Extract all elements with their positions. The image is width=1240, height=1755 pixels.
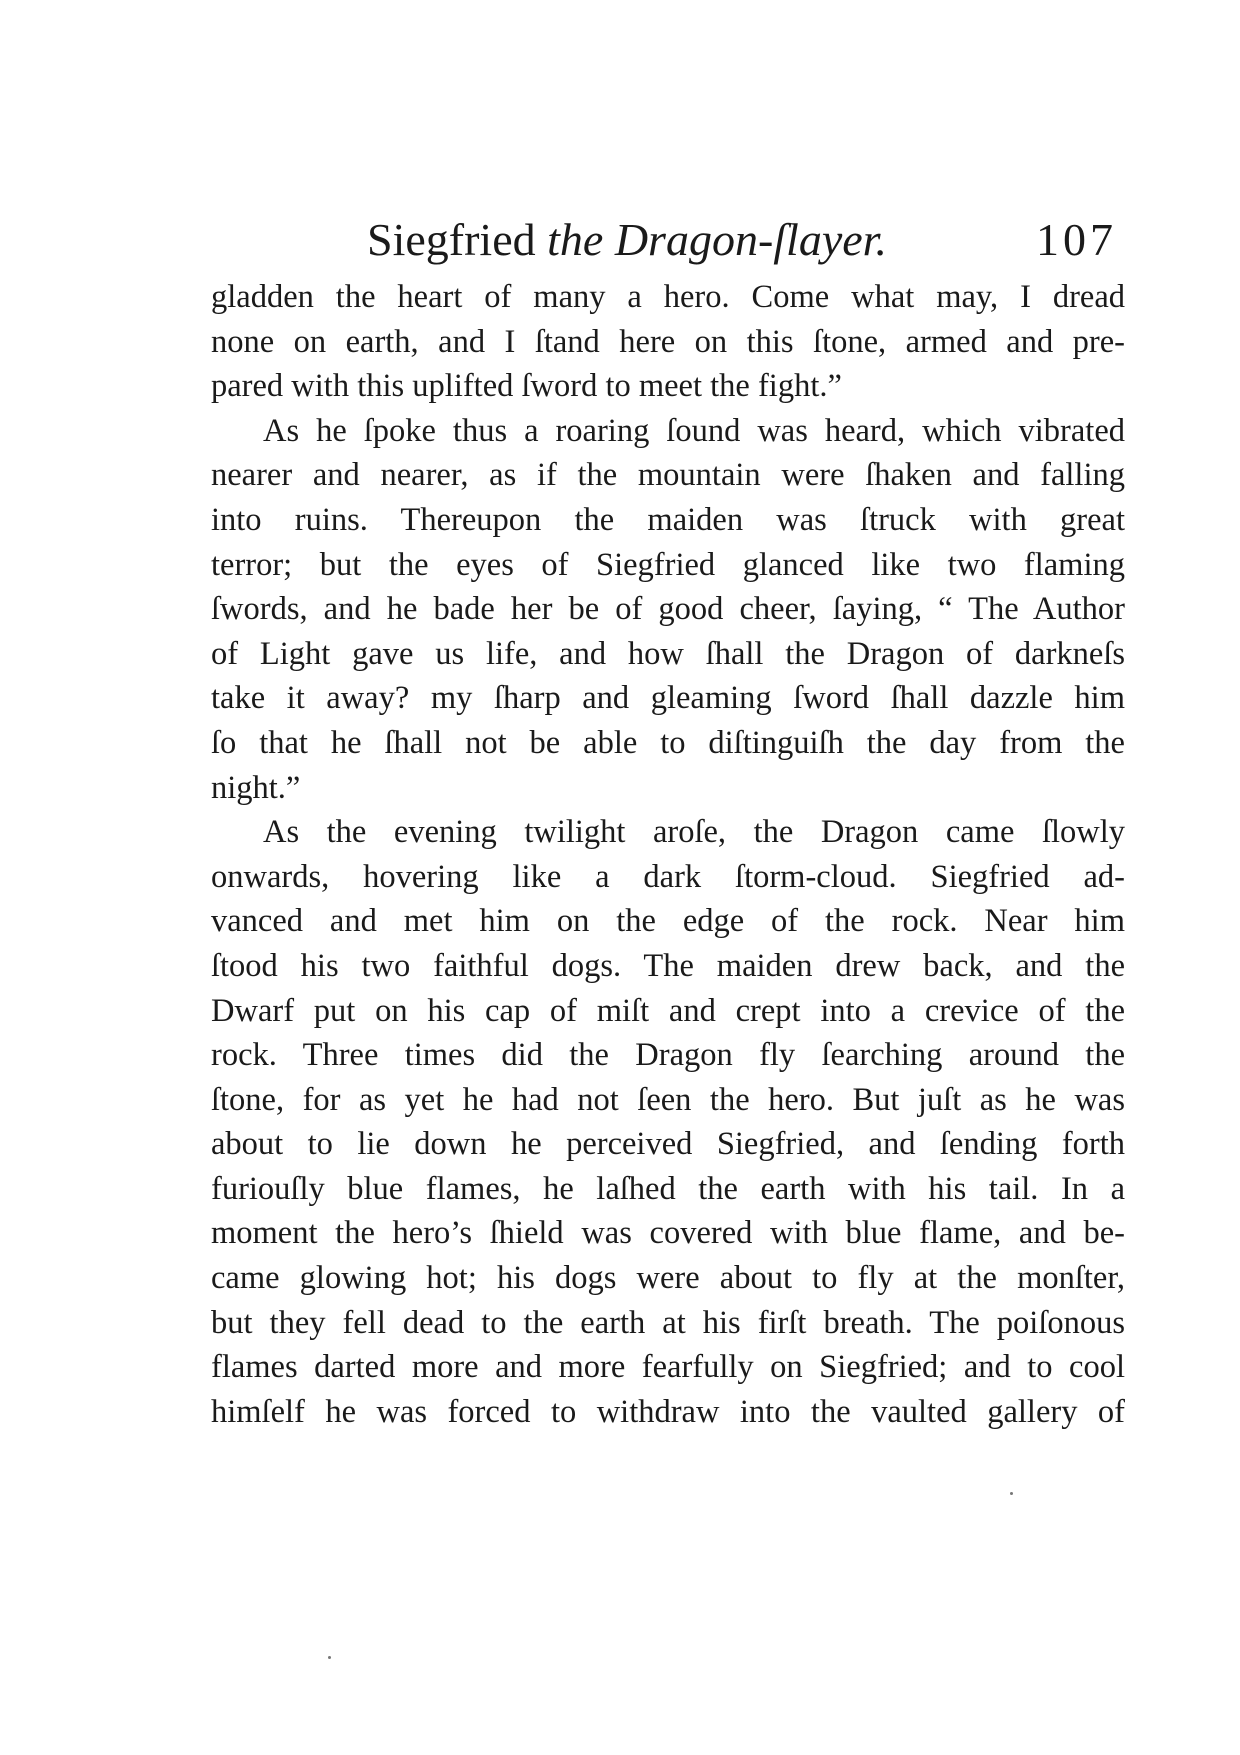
text-line: gladden the heart of many a hero. Come what may, I dread bbox=[211, 279, 1125, 315]
book-page bbox=[211, 205, 1125, 1434]
text-line: ſtone, for as yet he had not ſeen the hero. But juſt as he was bbox=[211, 1081, 1125, 1118]
running-head bbox=[211, 205, 1125, 275]
text-line: nearer and nearer, as if the mountain were ſhaken and falling bbox=[211, 457, 1125, 494]
text-line: ſtood his two faithful dogs. The maiden drew back, and the bbox=[211, 947, 1125, 984]
text-line: but they fell dead to the earth at his firſt breath. The poiſonous bbox=[211, 1304, 1125, 1341]
text-line: night.” bbox=[211, 769, 301, 806]
text-line: take it away? my ſharp and gleaming ſword ſhall dazzle him bbox=[211, 680, 1125, 717]
text-line: onwards, hovering like a dark ſtorm-cloud. Siegfried ad- bbox=[211, 858, 1125, 895]
text-line: vanced and met him on the edge of the rock. Near him bbox=[211, 903, 1125, 940]
text-line: himſelf he was forced to withdraw into the vaulted gallery of bbox=[211, 1393, 1125, 1430]
text-line: rock. Three times did the Dragon fly ſearching around the bbox=[211, 1037, 1125, 1074]
text-line: furiouſly blue flames, he laſhed the earth with his tail. In a bbox=[211, 1170, 1125, 1207]
text-line: Dwarf put on his cap of miſt and crept into a crevice of the bbox=[211, 992, 1125, 1029]
text-line: came glowing hot; his dogs were about to fly at the monſter, bbox=[211, 1260, 1125, 1297]
running-title bbox=[367, 205, 887, 275]
paper-speck bbox=[1010, 1492, 1013, 1495]
text-line: ſo that he ſhall not be able to diſtinguiſh the day from the bbox=[211, 724, 1125, 761]
text-line: moment the hero’s ſhield was covered with blue flame, and be- bbox=[211, 1215, 1125, 1252]
text-line: flames darted more and more fearfully on Siegfried; and to cool bbox=[211, 1349, 1125, 1386]
text-line: pared with this uplifted ſword to meet the fight.” bbox=[211, 368, 842, 405]
text-line: terror; but the eyes of Siegfried glanced like two flaming bbox=[211, 546, 1125, 583]
text-line: ſwords, and he bade her be of good cheer, ſaying, “ The Author bbox=[211, 591, 1125, 628]
text-line: of Light gave us life, and how ſhall the Dragon of darkneſs bbox=[211, 635, 1125, 672]
paper-speck bbox=[328, 1656, 331, 1659]
text-line: about to lie down he perceived Siegfried, and ſending forth bbox=[211, 1126, 1125, 1163]
text-line: none on earth, and I ſtand here on this ſtone, armed and pre- bbox=[211, 323, 1125, 360]
text-line: As he ſpoke thus a roaring ſound was heard, which vibrated bbox=[263, 412, 1125, 449]
text-line: into ruins. Thereupon the maiden was ſtruck with great bbox=[211, 501, 1125, 538]
page-number: 107 bbox=[1036, 214, 1117, 265]
text-line: As the evening twilight aroſe, the Dragon came ſlowly bbox=[263, 814, 1125, 851]
running-title-italic: the Dragon-ſlayer. bbox=[547, 214, 887, 265]
body-text bbox=[211, 275, 1125, 1434]
running-title-roman: Siegfried bbox=[367, 214, 548, 265]
